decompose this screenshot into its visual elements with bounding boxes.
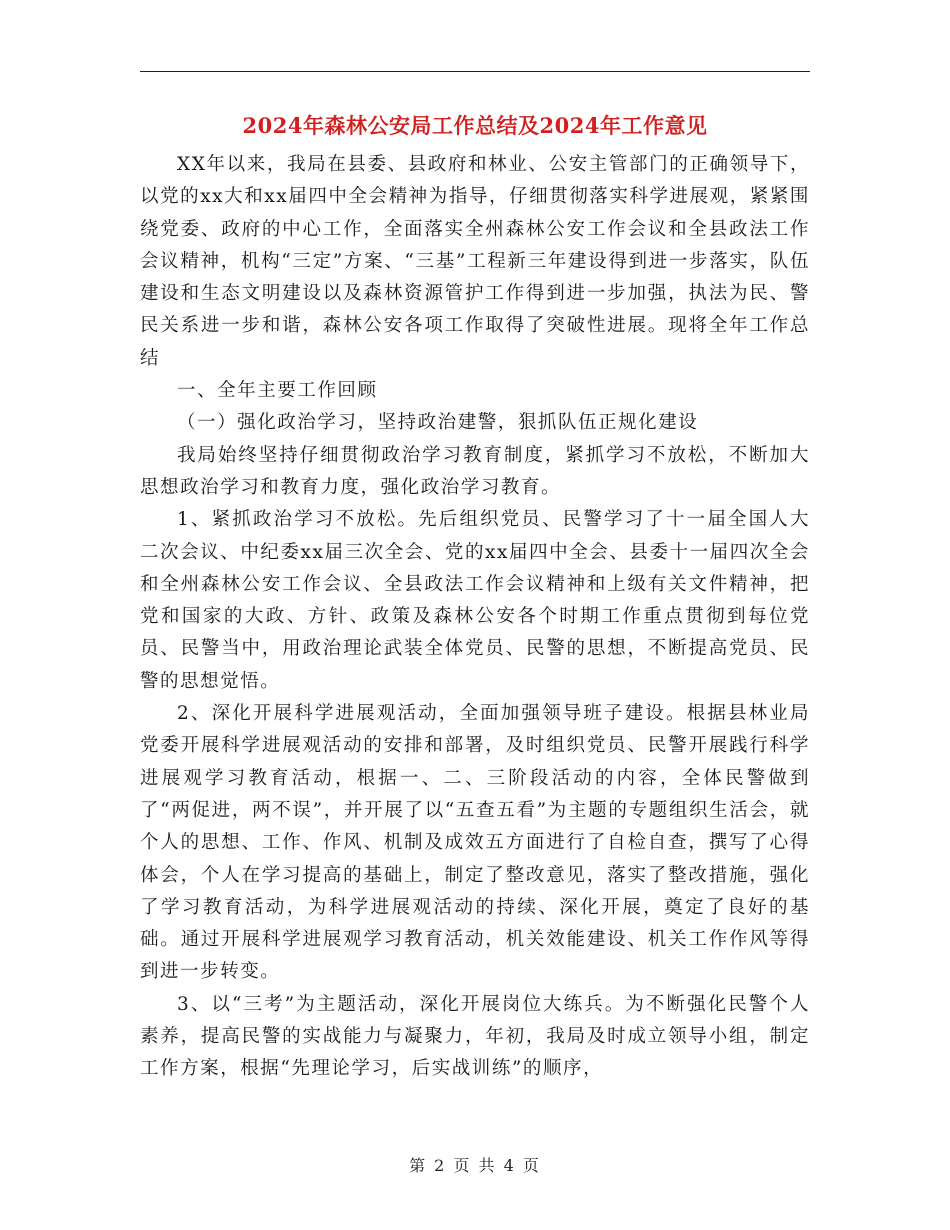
- paragraph-intro: XX年以来，我局在县委、县政府和林业、公安主管部门的正确领导下，以党的xx大和xx届四中全会精神为指导，仔细贯彻落实科学进展观，紧紧围绕党委、政府的中心工作，全面落实全州森林公安工作会议和全县政法工作会议精神，机构“三定”方案、“三基”工程新三年建设得到进一步落实，队伍建设和生态文明建设以及森林资源管护工作得到进一步加强，执法为民、警民关系进一步和谐，森林公安各项工作取得了突破性进展。现将全年工作总结: [140, 154, 810, 369]
- paragraph-study-system: 我局始终坚持仔细贯彻政治学习教育制度，紧抓学习不放松，不断加大思想政治学习和教育力度，强化政治学习教育。: [140, 444, 810, 498]
- document-title: 2024年森林公安局工作总结及2024年工作意见: [242, 113, 708, 138]
- header-rule: [140, 71, 810, 72]
- paragraph-item-1: 1、紧抓政治学习不放松。先后组织党员、民警学习了十一届全国人大二次会议、中纪委xx届三次全会、党的xx届四中全会、县委十一届四次全会和全州森林公安工作会议、全县政法工作会议精神和上级有关文件精神，把党和国家的大政、方针、政策及森林公安各个时期工作重点贯彻到每位党员、民警当中，用政治理论武装全体党员、民警的思想，不断提高党员、民警的思想觉悟。: [140, 509, 810, 692]
- section-heading: 一、全年主要工作回顾: [177, 380, 378, 402]
- document-body: [140, 149, 810, 1086]
- page-number-footer: 第 2 页 共 4 页: [409, 1156, 541, 1175]
- paragraph-item-3: 3、以“三考”为主题活动，深化开展岗位大练兵。为不断强化民警个人素养，提高民警的实战能力与凝聚力，年初，我局及时成立领导小组，制定工作方案，根据“先理论学习，后实战训练”的顺序，: [140, 993, 810, 1080]
- paragraph-item-2: 2、深化开展科学进展观活动，全面加强领导班子建设。根据县林业局党委开展科学进展观活动的安排和部署，及时组织党员、民警开展践行科学进展观学习教育活动，根据一、二、三阶段活动的内容，全体民警做到了“两促进，两不误”，并开展了以“五查五看”为主题的专题组织生活会，就个人的思想、工作、作风、机制及成效五方面进行了自检自查，撰写了心得体会，个人在学习提高的基础上，制定了整改意见，落实了整改措施，强化了学习教育活动，为科学进展观活动的持续、深化开展，奠定了良好的基础。通过开展科学进展观学习教育活动，机关效能建设、机关工作作风等得到进一步转变。: [140, 703, 810, 983]
- subsection-heading: （一）强化政治学习，坚持政治建警，狠抓队伍正规化建设: [177, 412, 699, 434]
